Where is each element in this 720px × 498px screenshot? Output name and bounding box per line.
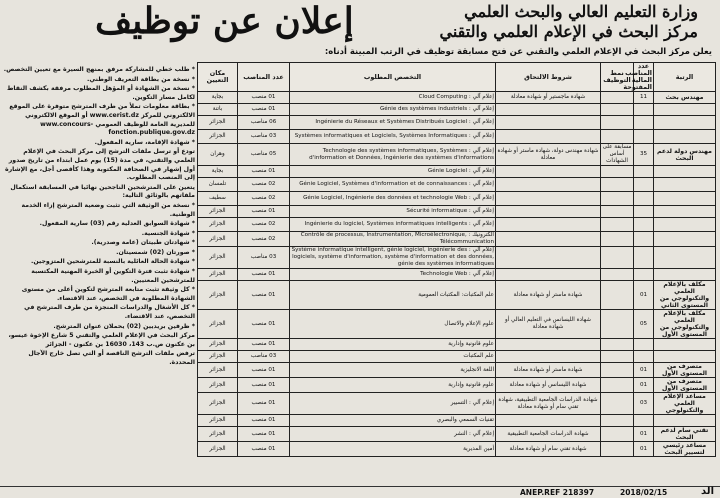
count-cell: 03 مناصب [238, 130, 290, 144]
table-row [198, 232, 716, 247]
note-item: * شهادة السوابق العدلية رقم (03) سارية المفعول. [39, 220, 195, 228]
conditions-cell: شهادة مهندس دولة، شهادة ماستر أو شهادة معادلة [496, 144, 601, 166]
count-cell: 02 منصب [238, 178, 290, 192]
conditions-cell: شهادة تقني سام أو شهادة معادلة [496, 442, 601, 457]
publication-date: 2018/02/15 [620, 488, 668, 497]
conditions-cell [496, 192, 601, 206]
place-cell: الجزائر [198, 351, 238, 363]
conditions-cell [496, 178, 601, 192]
place-cell: الجزائر [198, 130, 238, 144]
specialty-cell: إعلام آلي : Sécurité informatique [290, 206, 496, 218]
rank-cell [654, 269, 716, 281]
total-cell: 35 [634, 144, 654, 166]
table-row [198, 206, 716, 218]
conditions-cell [496, 415, 601, 427]
total-cell [634, 269, 654, 281]
note-item: * شهادة الجنسية. [141, 229, 195, 237]
col-total-header: عدد المناصب المالية المفتوحة [623, 62, 652, 91]
table-row [198, 351, 716, 363]
mode-cell [601, 363, 634, 378]
conditions-cell [496, 116, 601, 130]
total-cell: 01 [634, 442, 654, 457]
mode-cell [601, 92, 634, 104]
mode-cell [601, 269, 634, 281]
place-cell: الجزائر [198, 232, 238, 247]
specialty-cell: إعلام آلي : Génie Logiciel, Ingénierie des données et technologie Web [290, 192, 496, 206]
specialty-cell: إعلام آلي : النشر [290, 427, 496, 442]
place-cell: الجزائر [198, 206, 238, 218]
table-row [198, 218, 716, 232]
conditions-cell: شهادة ماجستير أو شهادة معادلة [496, 92, 601, 104]
table-row [198, 363, 716, 378]
table-row [198, 166, 716, 178]
conditions-cell [496, 232, 601, 247]
specialty-cell: علوم قانونية وإدارية [290, 339, 496, 351]
total-cell [634, 415, 654, 427]
conditions-cell [496, 351, 601, 363]
mode-cell: مسابقة على أساس الشهادات [601, 144, 634, 166]
table-row [198, 130, 716, 144]
total-cell: 05 [634, 310, 654, 339]
total-cell [634, 130, 654, 144]
rank-cell [654, 192, 716, 206]
rank-cell [654, 116, 716, 130]
place-cell: بجاية [198, 166, 238, 178]
anep-reference: ANEP.REF 218397 [520, 488, 595, 497]
place-cell: سطيف [198, 192, 238, 206]
col-rank-header: الرتبة [654, 63, 716, 92]
mode-cell [601, 166, 634, 178]
mode-cell [601, 130, 634, 144]
note-item: * صورتان (02) شمسيتان. [116, 248, 195, 256]
col-mode-header: نمط التوظيف [601, 63, 634, 92]
mode-cell [601, 104, 634, 116]
total-cell [634, 104, 654, 116]
specialty-cell: علوم الإعلام والاتصال [290, 310, 496, 339]
mode-cell [601, 393, 634, 415]
total-cell [634, 166, 654, 178]
count-cell: 01 منصب [238, 339, 290, 351]
conditions-cell: شهادة الدراسات الجامعية التطبيقية [496, 427, 601, 442]
col-place-header: مكان التعيين [198, 63, 238, 92]
total-cell: 03 [634, 393, 654, 415]
count-cell: 01 منصب [238, 363, 290, 378]
specialty-cell: إعلام آلي : Ingénierie du logiciel, Systèmes informatiques intelligents [290, 218, 496, 232]
conditions-cell: شهادة الليسانس في التعليم العالي أو شهادة معادلة [496, 310, 601, 339]
rank-cell [654, 130, 716, 144]
conditions-cell: شهادة ماستر أو شهادة معادلة [496, 281, 601, 310]
count-cell: 01 منصب [238, 378, 290, 393]
mode-cell [601, 351, 634, 363]
rank-cell [654, 351, 716, 363]
table-header-row [198, 63, 716, 92]
note-item: * نسخة من الشهادة أو المؤهل المطلوب مرفقة بكشف النقاط لكامل مسار التكوين. [6, 85, 195, 101]
count-cell: 02 منصب [238, 192, 290, 206]
mode-cell [601, 442, 634, 457]
count-cell: 01 منصب [238, 166, 290, 178]
conditions-cell [496, 247, 601, 269]
note-item: مركز البحث في الإعلام العلمي والتقني 5 شارع الإخوة عيسو، بن عكنون ص.ب 143، 16030 بن عكنون - الجزائر [8, 332, 195, 348]
rank-cell: مهندس بحث [654, 92, 716, 104]
conditions-cell: شهادة ماستر أو شهادة معادلة [496, 363, 601, 378]
place-cell: الجزائر [198, 339, 238, 351]
footer-mark: الد [701, 486, 714, 497]
place-cell: وهران [198, 144, 238, 166]
specialty-cell: علوم قانونية وإدارية [290, 378, 496, 393]
count-cell: 01 منصب [238, 92, 290, 104]
note-item: * شهادة الإقامة، سارية المفعول. [94, 138, 195, 146]
col-count-header: عدد المناصب [238, 63, 290, 92]
total-cell [634, 218, 654, 232]
count-cell: 01 منصب [238, 104, 290, 116]
rank-cell: تقني سام لدعم البحث [654, 427, 716, 442]
place-cell: الجزائر [198, 378, 238, 393]
conditions-cell [496, 218, 601, 232]
place-cell: الجزائر [198, 442, 238, 457]
specialty-cell: إعلام آلي : Génie Logiciel [290, 166, 496, 178]
mode-cell [601, 378, 634, 393]
note-item: تودع أو ترسل ملفات الترشح إلى مركز البحث في الإعلام العلمي والتقني، في مدة (15) يوم عمل ابتداء من تاريخ صدور أول إشهار في الصحافة المكتوبة وهذا كأقصى أجل، مع الإشارة إلى المنصب المطلوب. [4, 148, 195, 182]
count-cell: 01 منصب [238, 415, 290, 427]
mode-cell [601, 247, 634, 269]
place-cell: الجزائر [198, 281, 238, 310]
specialty-cell: تقنيات السمعي والبصري [290, 415, 496, 427]
specialty-cell: إعلام آلي : Système informatique intelligent, génie logiciel, ingénierie des logiciels, système d'information, système d'information et des données, génie des systèmes informatiques [290, 247, 496, 269]
rank-cell [654, 232, 716, 247]
count-cell: 02 منصب [238, 232, 290, 247]
rank-cell: متصرف من المستوى الأول [654, 378, 716, 393]
count-cell: 03 مناصب [238, 247, 290, 269]
requirements-notes [3, 66, 195, 484]
conditions-cell [496, 104, 601, 116]
total-cell: 01 [634, 378, 654, 393]
conditions-cell [496, 166, 601, 178]
place-cell: الجزائر [198, 218, 238, 232]
rank-cell [654, 339, 716, 351]
note-item: * نسخة من بطاقة التعريف الوطني. [86, 75, 195, 83]
table-row [198, 104, 716, 116]
total-cell: 01 [634, 363, 654, 378]
table-row [198, 144, 716, 166]
specialty-cell: أمين المديرية [290, 442, 496, 457]
rank-cell [654, 206, 716, 218]
note-item: * كل الأشغال والدراسات المنجزة من طرف المترشح في التخصص، عند الاقتضاء. [24, 304, 195, 321]
table-row [198, 178, 716, 192]
col-specialty-header: التخصص المطلوب [290, 63, 496, 92]
place-cell: الجزائر [198, 269, 238, 281]
note-item: * نسخة من الوثيقة التي تثبت وضعية المترشح إزاء الخدمة الوطنية. [21, 201, 195, 218]
table-row [198, 378, 716, 393]
count-cell: 01 منصب [238, 393, 290, 415]
note-item: * ظرفين بريديين (02) يحملان عنوان المترشح. [53, 322, 195, 330]
mode-cell [601, 116, 634, 130]
mode-cell [601, 178, 634, 192]
conditions-cell [496, 130, 601, 144]
table-row [198, 427, 716, 442]
center-name: مركز البحث في الإعلام العلمي والتقني [439, 22, 698, 41]
specialty-cell: إعلام آلي : التسيير [290, 393, 496, 415]
announcement-title: إعلان عن توظيف [95, 0, 354, 42]
mode-cell [601, 427, 634, 442]
place-cell: الجزائر [198, 393, 238, 415]
mode-cell [601, 218, 634, 232]
specialty-cell: علم المكتبات [290, 351, 496, 363]
total-cell [634, 247, 654, 269]
place-cell: الجزائر [198, 363, 238, 378]
note-item: * شهادة تثبت فترة التكوين أو الخبرة المهنية المكتسبة للمترشحين المعنيين. [31, 268, 195, 284]
rank-cell [654, 104, 716, 116]
rank-cell: متصرف من المستوى الأول [654, 363, 716, 378]
place-cell: الجزائر [198, 247, 238, 269]
note-item: * طلب خطي للمشاركة مرفق بمنهج السيرة مع تعيين التخصص. [3, 66, 195, 73]
specialty-cell: إعلام آلي : Systèmes informatiques et Logiciels, Systèmes Informatiques [290, 130, 496, 144]
rank-cell: مكلف بالإعلام العلمي والتكنولوجي من المستوى الأول [654, 310, 716, 339]
table-row [198, 192, 716, 206]
note-item: يتعين على المترشحين الناجحين نهائيا في المسابقة استكمال ملفاتهم بالوثائق التالية: [10, 183, 195, 200]
total-cell [634, 178, 654, 192]
table-row [198, 442, 716, 457]
rank-cell [654, 178, 716, 192]
table-row [198, 247, 716, 269]
conditions-cell [496, 206, 601, 218]
table-row [198, 339, 716, 351]
rank-cell [654, 166, 716, 178]
total-cell [634, 192, 654, 206]
table-row [198, 116, 716, 130]
specialty-cell: إعلام آلي : Cloud Computing [290, 92, 496, 104]
total-cell [634, 116, 654, 130]
table-row [198, 269, 716, 281]
specialty-cell: إعلام آلي : Technologie Web [290, 269, 496, 281]
specialty-cell: إعلام آلي : Ingénierie du Réseaux et Systèmes Distribués Logiciel [290, 116, 496, 130]
total-cell: 01 [634, 281, 654, 310]
table-row [198, 92, 716, 104]
count-cell: 01 منصب [238, 269, 290, 281]
count-cell: 05 مناصب [238, 144, 290, 166]
place-cell: الجزائر [198, 415, 238, 427]
count-cell: 01 منصب [238, 281, 290, 310]
place-cell: باتنة [198, 104, 238, 116]
count-cell: 01 منصب [238, 206, 290, 218]
place-cell: الجزائر [198, 427, 238, 442]
table-row [198, 415, 716, 427]
table-row [198, 310, 716, 339]
place-cell: الجزائر [198, 116, 238, 130]
note-item: * شهادة الحالة العائلية بالنسبة للمترشحين المتزوجين. [31, 258, 195, 266]
rank-cell [654, 415, 716, 427]
count-cell: 01 منصب [238, 310, 290, 339]
ministry-name: وزارة التعليم العالي والبحث العلمي [464, 2, 698, 21]
place-cell: بجاية [198, 92, 238, 104]
note-item: ترفض ملفات الترشح الناقصة أو التي تصل خارج الآجال المحددة. [28, 350, 195, 366]
mode-cell [601, 206, 634, 218]
mode-cell [601, 415, 634, 427]
footer [0, 486, 720, 498]
positions-table [197, 62, 716, 457]
rank-cell: مساعد الإعلام العلمي والتكنولوجي [654, 393, 716, 415]
conditions-cell: شهادة الليسانس أو شهادة معادلة [496, 378, 601, 393]
specialty-cell: اللغة الانجليزية [290, 363, 496, 378]
rank-cell: مهندس دولة لدعم البحث [654, 144, 716, 166]
specialty-cell: علم المكتبات: المكتبات العمومية [290, 281, 496, 310]
table-row [198, 281, 716, 310]
note-item: * بطاقة معلومات تملأ من طرف المترشح متوفرة على الموقع الالكتروني للمركز www.cerist.dz أو الموقع الالكتروني للمديرية العامة للوظيف العمومي www.concours-fonction.publique.gov.dz [9, 103, 195, 137]
count-cell: 01 منصب [238, 427, 290, 442]
mode-cell [601, 232, 634, 247]
intro-text: يعلن مركز البحث في الإعلام العلمي والتقني عن فتح مسابقة توظيف في الرتب المبينة أدناه: [324, 47, 712, 57]
count-cell: 06 مناصب [238, 116, 290, 130]
place-cell: تلمسان [198, 178, 238, 192]
note-item: * شهادتان طبيتان (عامة وصدرية). [91, 239, 195, 247]
mode-cell [601, 281, 634, 310]
count-cell: 03 مناصب [238, 351, 290, 363]
rank-cell: مساعد رئيسي لتسيير البحث [654, 442, 716, 457]
total-cell [634, 206, 654, 218]
place-cell: الجزائر [198, 310, 238, 339]
conditions-cell [496, 339, 601, 351]
col-conditions-header: شروط الالتحاق [496, 63, 601, 92]
specialty-cell: الكترونيك : Contrôle de processus, Instrumentation, Microélectronique, Télécommunication [290, 232, 496, 247]
mode-cell [601, 192, 634, 206]
rank-cell: مكلف بالإعلام العلمي والتكنولوجي من المستوى الثاني [654, 281, 716, 310]
conditions-cell [496, 269, 601, 281]
total-cell [634, 232, 654, 247]
specialty-cell: إعلام آلي : Génie Logiciel, Systèmes d'information et de connaissances [290, 178, 496, 192]
total-cell: 01 [634, 427, 654, 442]
mode-cell [601, 310, 634, 339]
note-item: * كل وثيقة تثبت متابعة المترشح لتكوين أعلى من مستوى الشهادة المطلوبة في التخصص، عند الاقتضاء. [21, 286, 195, 302]
total-cell: 11 [634, 92, 654, 104]
rank-cell [654, 218, 716, 232]
specialty-cell: إعلام آلي : Technologie des systèmes informatiques, Systèmes d'information et Données, Ingénierie des systèmes d'informations [290, 144, 496, 166]
table-row [198, 393, 716, 415]
total-cell [634, 339, 654, 351]
mode-cell [601, 339, 634, 351]
count-cell: 01 منصب [238, 442, 290, 457]
conditions-cell: شهادة الدراسات الجامعية التطبيقية، شهادة تقني سام أو شهادة معادلة [496, 393, 601, 415]
institution-header [368, 2, 698, 41]
total-cell [634, 351, 654, 363]
rank-cell [654, 247, 716, 269]
count-cell: 02 منصب [238, 218, 290, 232]
specialty-cell: إعلام آلي : Génie des systèmes industriels [290, 104, 496, 116]
